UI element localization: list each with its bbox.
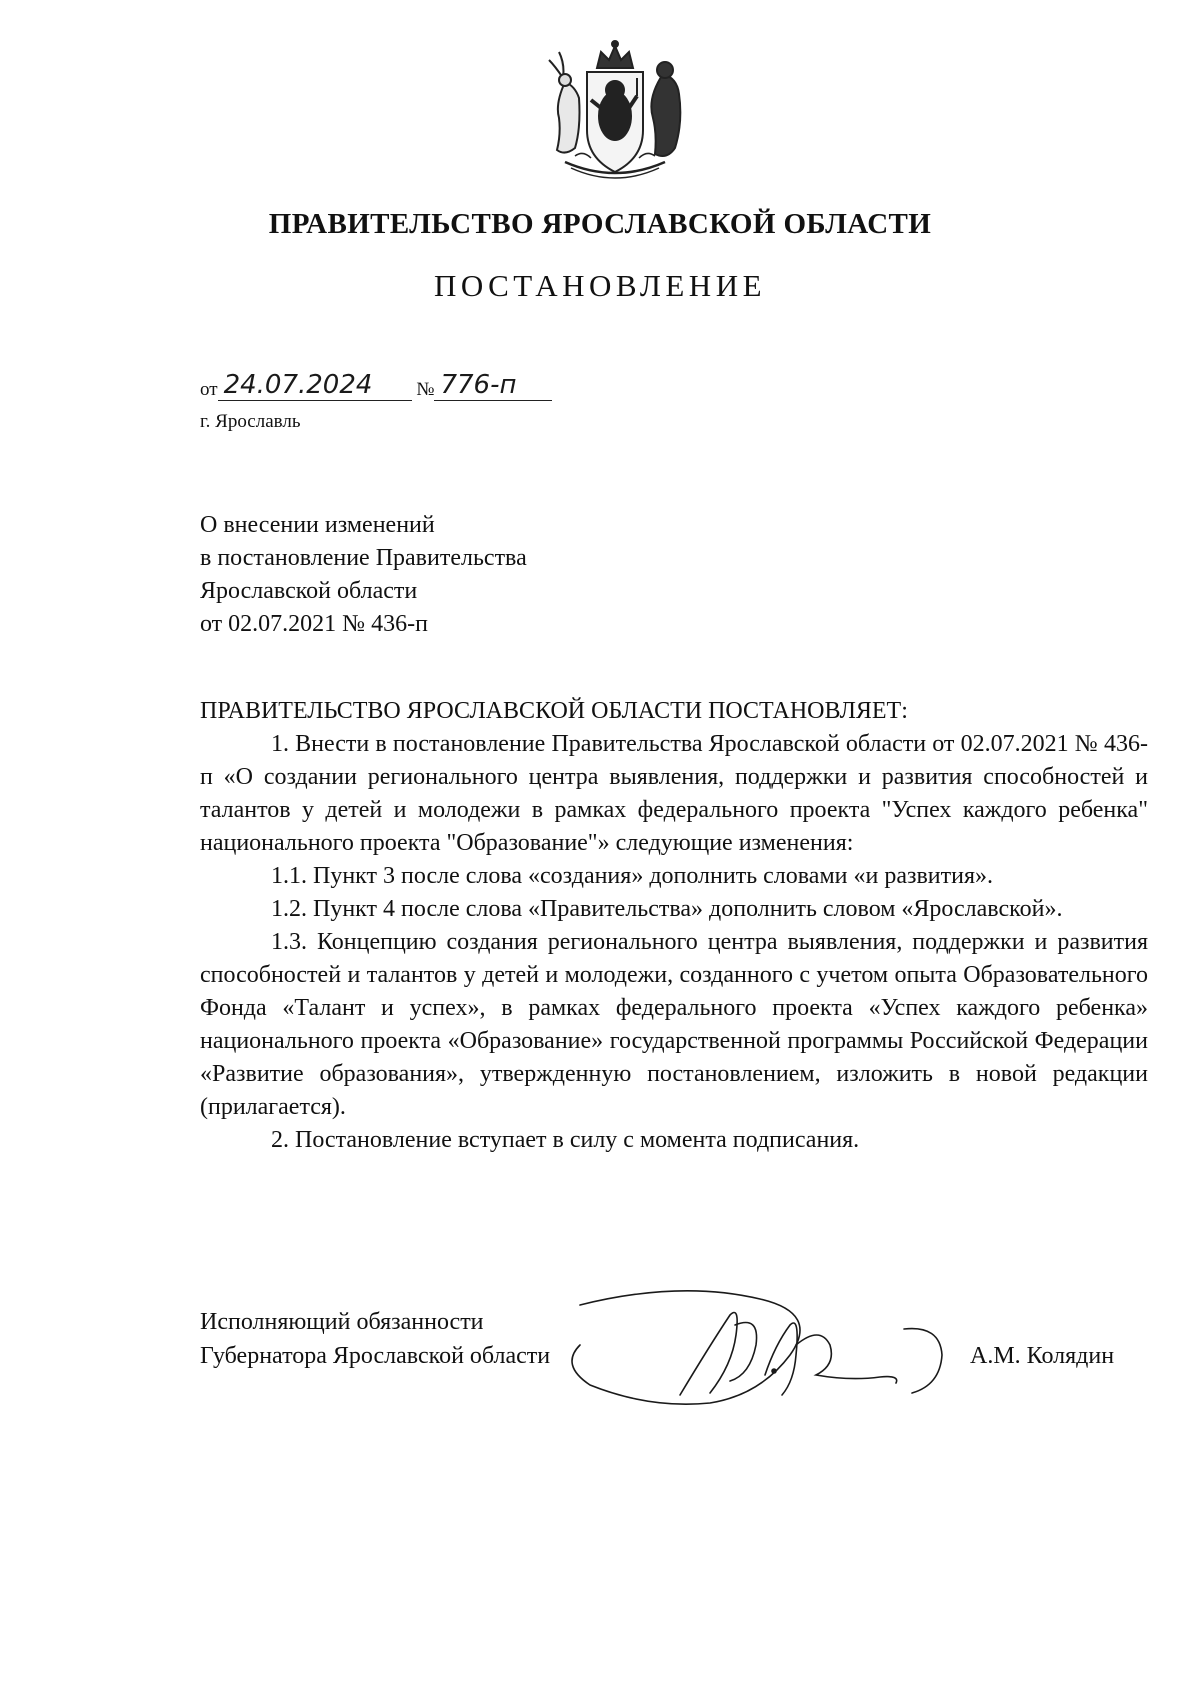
resolution-body: [200, 695, 1148, 1157]
subject-line: Ярославской области: [200, 578, 418, 604]
paragraph: 1.1. Пункт 3 после слова «создания» дополнить словами «и развития».: [271, 863, 994, 889]
subject-block: [200, 509, 527, 641]
subject-line: от 02.07.2021 № 436-п: [200, 611, 428, 637]
registration-line: [200, 370, 552, 401]
subject-line: в постановление Правительства: [200, 545, 527, 571]
paragraph: 1. Внести в постановление Правительства Ярославской области от 02.07.2021 № 436-п «О создании регионального центра выявления, поддержки и развития способностей и талантов у детей и молодежи в рамках федерального проекта "Успех каждого ребенка" национального проекта "Образование"» следующие изменения:: [200, 731, 1148, 856]
organization-title: ПРАВИТЕЛЬСТВО ЯРОСЛАВСКОЙ ОБЛАСТИ: [268, 208, 932, 240]
position-line: Исполняющий обязанности: [200, 1309, 484, 1335]
signer-name: А.М. Колядин: [970, 1343, 1115, 1369]
resolution-heading: ПРАВИТЕЛЬСТВО ЯРОСЛАВСКОЙ ОБЛАСТИ ПОСТАНОВЛЯЕТ:: [200, 698, 908, 724]
document-type: ПОСТАНОВЛЕНИЕ: [433, 268, 767, 303]
paragraph: 1.3. Концепцию создания регионального центра выявления, поддержки и развития способностей и талантов у детей и молодежи, созданного с учетом опыта Образовательного Фонда «Талант и успех», в рамках федерального проекта «Успех каждого ребенка» национального проекта «Образование» государственной программы Российской Федерации «Развитие образования», утвержденную постановлением, изложить в новой редакции (прилагается).: [200, 929, 1148, 1120]
paragraph: 1.2. Пункт 4 после слова «Правительства» дополнить словом «Ярославской».: [271, 896, 1063, 922]
paragraph: 2. Постановление вступает в силу с момента подписания.: [271, 1127, 860, 1153]
date-value: 24.07.2024: [218, 370, 412, 401]
number-prefix: №: [416, 379, 435, 400]
position-line: Губернатора Ярославской области: [200, 1343, 551, 1369]
number-value: 776-п: [434, 370, 552, 401]
signatory-position: [200, 1305, 550, 1373]
handwritten-signature-icon: [560, 1285, 980, 1415]
date-prefix: от: [200, 379, 218, 400]
city: г. Ярославль: [200, 411, 301, 432]
subject-line: О внесении изменений: [200, 512, 435, 538]
coat-of-arms-icon: [535, 38, 695, 188]
